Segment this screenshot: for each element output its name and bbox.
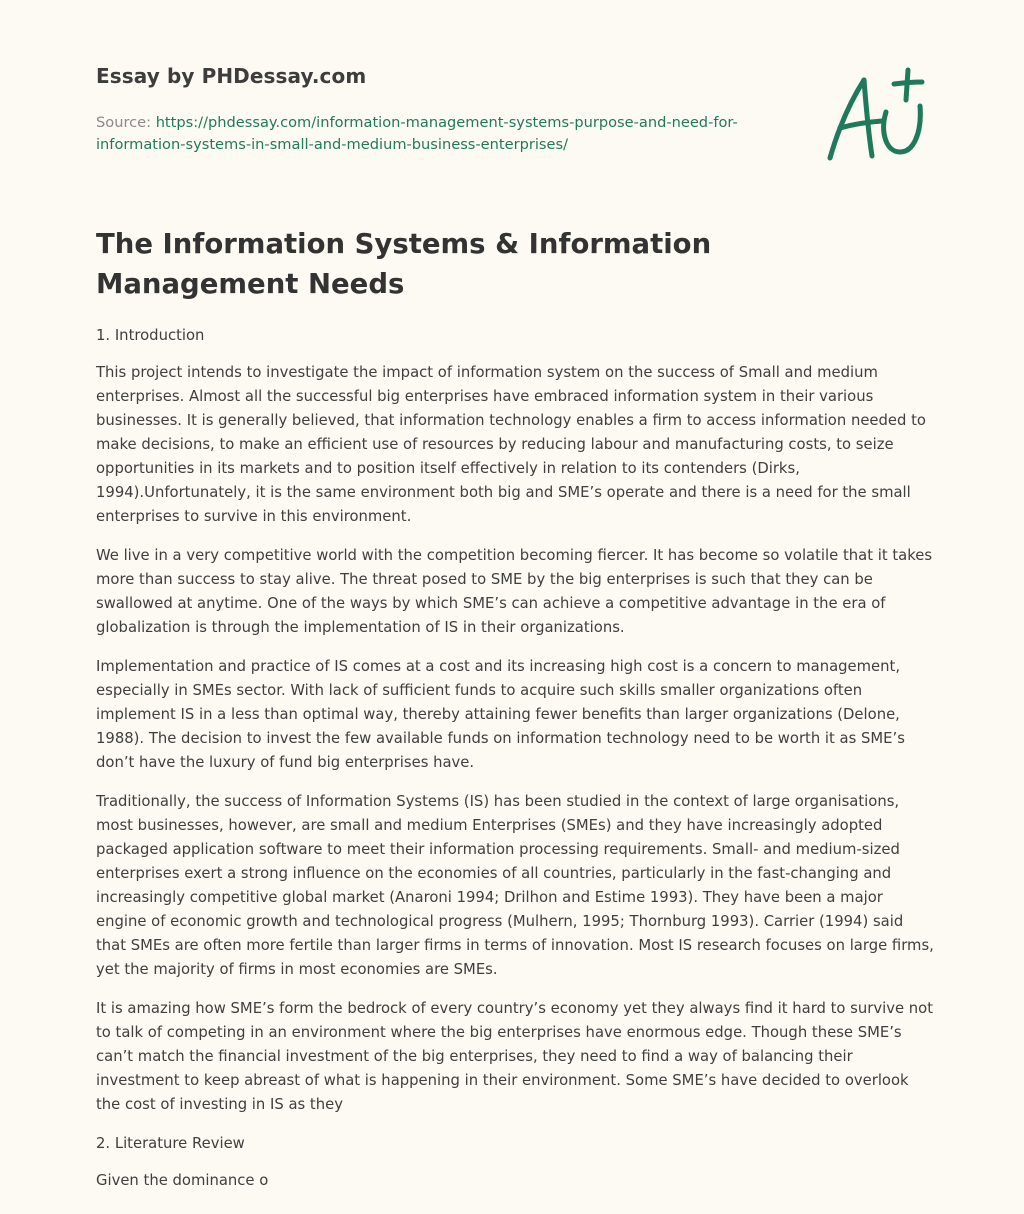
paragraph: We live in a very competitive world with the competition becoming fiercer. It has become so volatile that it takes more than success to stay alive. The threat posed to SME by the big enterprises is such that they can be swallowed at anytime. One of the ways by which SME’s can achieve a competitive advantage in the era of globalization is through the implementation of IS in their organizations.	[96, 547, 933, 636]
site-brand: Essay by PHDessay.com	[96, 64, 367, 88]
section-heading-literature-review: 2. Literature Review	[96, 1135, 245, 1152]
source-line	[96, 112, 816, 156]
source-link[interactable]	[96, 114, 738, 153]
source-label: Source:	[96, 114, 152, 131]
source-link-line1: https://phdessay.com/information-management-systems-purpose-and-need-for-	[155, 114, 738, 131]
paragraph: It is amazing how SME’s form the bedrock of every country’s economy yet they always find it hard to survive not to talk of competing in an environment where the big enterprises have enormous edge. Though these SME’s can’t match the financial investment of the big enterprises, they need to find a way of balancing their investment to keep abreast of what is happening in their environment. Some SME’s have decided to overlook the cost of investing in IS as they	[96, 1000, 934, 1113]
paragraph: This project intends to investigate the impact of information system on the success of Small and medium enterprises. Almost all the successful big enterprises have embraced information system in their various businesses. It is generally believed, that information technology enables a firm to access information needed to make decisions, to make an efficient use of resources by reducing labour and manufacturing costs, to seize opportunities in its markets and to position itself effectively in relation to its contenders (Dirks, 1994).Unfortunately, it is the same environment both big and SME’s operate and there is a need for the small enterprises to survive in this environment.	[96, 364, 926, 525]
a-plus-logo-icon	[820, 66, 928, 166]
paragraph: Implementation and practice of IS comes at a cost and its increasing high cost is a concern to management, especially in SMEs sector. With lack of sufficient funds to acquire such skills smaller organizations often implement IS in a less than optimal way, thereby attaining fewer benefits than larger organizations (Delone, 1988). The decision to invest the few available funds on information technology need to be worth it as SME’s don’t have the luxury of fund big enterprises have.	[96, 658, 905, 771]
source-link-line2: information-systems-in-small-and-medium-business-enterprises/	[96, 136, 569, 153]
paragraph-truncated: Given the dominance o	[96, 1172, 269, 1189]
paragraph: Traditionally, the success of Information Systems (IS) has been studied in the context of large organisations, most businesses, however, are small and medium Enterprises (SMEs) and they have increasingly adopted packaged application software to meet their information processing requirements. Small- and medium-sized enterprises exert a strong influence on the economies of all countries, particularly in the fast-changing and increasingly competitive global market (Anaroni 1994; Drilhon and Estime 1993). They have been a major engine of economic growth and technological progress (Mulhern, 1995; Thornburg 1993). Carrier (1994) said that SMEs are often more fertile than larger firms in terms of innovation. Most IS research focuses on large firms, yet the majority of firms in most economies are SMEs.	[96, 793, 934, 978]
essay-title: The Information Systems & Information Management Needs	[96, 228, 712, 300]
essay-body	[96, 324, 936, 1208]
section-heading-introduction: 1. Introduction	[96, 327, 205, 344]
